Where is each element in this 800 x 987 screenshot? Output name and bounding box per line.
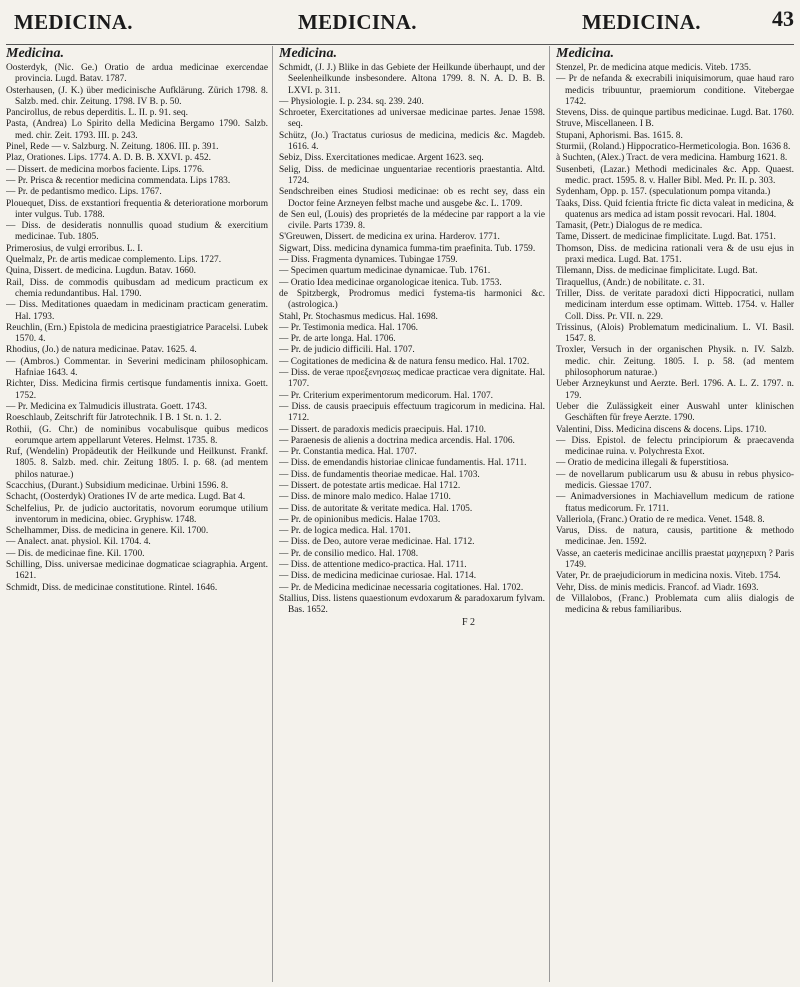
bibliography-entry: — Diss. de autoritate & veritate medica. Hal. 1705. [279,503,473,514]
bibliography-entry: — Pr. de judicio difficili. Hal. 1707. [279,345,415,356]
bibliography-entry: Valentini, Diss. Medicina discens & docens. Lips. 1710. [556,424,767,435]
bibliography-entry: Ueber die Zulässigkeit einer Auswahl unter klinischen Geschäften für freye Aerzte. 1790. [556,401,794,424]
bibliography-entry: Schelhammer, Diss. de medicina in genere. Kil. 1700. [6,526,209,537]
bibliography-entry: Quina, Dissert. de medicina. Lugdun. Batav. 1660. [6,266,196,277]
bibliography-entry: — Diss. de verae πρoεξενησεως medicae practicae vera dignitate. Hal. 1707. [279,368,545,390]
bibliography-entry: Roeschlaub, Zeitschrift für Jatrotechnik. I B. 1 St. n. 1. 2. [6,413,222,424]
bibliography-entry: de Spitzbergk, Prodromus medici fystema-tis harmonici &c. (astrologica.) [279,288,545,311]
bibliography-entry: Valleriola, (Franc.) Oratio de re medica. Venet. 1548. 8. [556,514,765,525]
bibliography-entry: Plouequet, Diss. de exstantiori frequentia & deterioratione morborum inter vulgus. Tub. 1788. [6,198,268,220]
bibliography-entry: Schmidt, Diss. de medicinae constitutione. Rintel. 1646. [6,582,218,593]
running-head-center: MEDICINA. [298,10,417,34]
bibliography-entry: — de novellarum publicarum usu & abusu in rebus physico-medicis. Giessae 1707. [556,469,794,491]
bibliography-entry: Primerosius, de vulgi erroribus. L. I. [6,243,143,254]
bibliography-entry: — Pr. de pedantismo medico. Lips. 1767. [6,187,162,198]
bibliography-entry: — Specimen quartum medicinae dynamicae. Tub. 1761. [279,266,491,277]
bibliography-entry: Stevens, Diss. de quinque partibus medicinae. Lugd. Bat. 1760. [556,108,794,119]
bibliography-entry: — Diss. Epistol. de felectu principiorum & praecavenda medicinae ruina. v. Polychresta Exot. [556,435,794,458]
bibliography-entry: — Pr. de Medicina medicinae necessaria cogitationes. Hal. 1702. [279,582,524,593]
bibliography-entry: Stenzel, Pr. de medicina atque medicis. Viteb. 1735. [556,63,752,73]
bibliography-entry: Reuchlin, (Ern.) Epistola de medicina praestigiatrice Paracelsi. Lubek 1570. 4. [6,322,268,345]
bibliography-entry: Richter, Diss. Medicina firmis certisque fundamentis innixa. Goett. 1752. [6,379,268,401]
bibliography-entry: Sigwart, Diss. medicina dynamica fumma-tim praefinita. Tub. 1759. [279,243,536,254]
bibliography-entry: Pinel, Rede — v. Salzburg. N. Zeitung. 1806. III. p. 391. [6,142,219,153]
bibliography-entry: de Sen eul, (Louis) des proprietés de la médecine par rapport a la vie civile. Parts 1739. 8. [279,209,545,232]
bibliography-entry: — Dissert. de potestate artis medicae. Hal 1712. [279,480,461,491]
bibliography-entry: Tame, Dissert. de medicinae fimplicitate. Lugd. Bat. 1751. [556,232,776,243]
bibliography-entry: Rhodius, (Jo.) de natura medicinae. Patav. 1625. 4. [6,345,197,356]
bibliography-entry: Vehr, Diss. de minis medicis. Francof. ad Viadr. 1693. [556,582,759,593]
bibliography-entry: — Pr. de logica medica. Hal. 1701. [279,526,411,537]
bibliography-entry: Plaz, Orationes. Lips. 1774. A. D. B. B. XXVI. p. 452. [6,153,211,164]
bibliography-entry: — Pr. Testimonia medica. Hal. 1706. [279,322,418,333]
bibliography-entry: — Cogitationes de medicina & de natura fensu medico. Hal. 1702. [279,356,530,367]
bibliography-entry: Varus, Diss. de natura, causis, partitione & methodo medicinae. Jen. 1592. [556,526,794,548]
bibliography-entry: — Dissert. de medicina morbos faciente. Lips. 1776. [6,164,205,175]
bibliography-entry: Tiraquellus, (Andr.) de nobilitate. c. 31. [556,277,705,288]
bibliography-entry: — (Ambros.) Commentar. in Severini medicinam philosophicam. Hafniae 1643. 4. [6,356,268,379]
bibliography-entry: — Pr. Constantia medica. Hal. 1707. [279,447,417,458]
bibliography-entry: — Oratio de medicina illegali & fuperstitiosa. [556,458,729,469]
bibliography-entry: Tamasit, (Petr.) Dialogus de re medica. [556,221,703,232]
bibliography-entry: Osterhausen, (J. K.) über medicinische Aufklärung. Zürich 1798. 8. Salzb. med. chir. Zeitung. 1798. IV B. p. 50. [6,85,268,107]
bibliography-entry: Ruf, (Wendelin) Propädeutik der Heilkunde und Heilkunst. Frankf. 1805. 8. Salzb. med. chir. Zeitung 1805. I. p. 68. (ad mentem philos naturae.) [6,447,268,480]
running-head-right: MEDICINA. [582,10,701,34]
bibliography-entry: à Suchten, (Alex.) Tract. de vera medicina. Hamburg 1621. 8. [556,153,788,164]
bibliography-entry: Selig, Diss. de medicinae unguentariae recentioris praestantia. Altd. 1724. [279,164,545,186]
bibliography-entry: Triller, Diss. de veritate paradoxi dicti Hippocratici, nullam medicinam interdum esse optimam. Witteb. 1754. v. Haller Coll. Diss. Pr. VII. n. 229. [556,288,794,322]
bibliography-entry: S'Greuwen, Dissert. de medicina ex urina. Harderov. 1771. [279,232,500,243]
bibliography-entry: — Diss. de emendandis historiae clinicae fundamentis. Hal. 1711. [279,458,527,469]
bibliography-entry: Pasta, (Andrea) Lo Spirito della Medicina Bergamo 1790. Salzb. med. chir. Zeit. 1793. III. p. 243. [6,119,268,141]
bibliography-entry: Oosterdyk, (Nic. Ge.) Oratio de ardua medicinae exercendae provincia. Lugd. Batav. 1787. [6,63,268,85]
bibliography-entry: — Dissert. de paradoxis medicis praecipuis. Hal. 1710. [279,424,486,435]
column-2 [279,46,550,982]
bibliography-entry: — Diss. de minore malo medico. Halae 1710. [279,492,451,503]
bibliography-entry: — Diss. Meditationes quaedam in medicinam practicam generatim. Hal. 1793. [6,300,268,322]
bibliography-entry: — Diss. de medicina medicinae curiosae. Hal. 1714. [279,571,477,582]
bibliography-entry: Schmidt, (J. J.) Blike in das Gebiete der Heilkunde überhaupt, und der Seelenheilkunde insbesondere. Altona 1799. 8. N. A. D. B. B. LXVI. p. 311. [279,63,545,96]
bibliography-entry: — Dis. de medicinae fine. Kil. 1700. [6,548,145,559]
bibliography-entry: — Diss. de attentione medico-practica. Hal. 1711. [279,560,467,571]
bibliography-entry: de Villalobos, (Franc.) Problemata cum aliis dialogis de medicina & rebus familiaribus. [556,593,794,616]
running-head-left: MEDICINA. [14,10,133,34]
column-heading: Medicina. [279,46,337,61]
bibliography-entry: Vasse, an caeteris medicinae ancillis praestat μαχηεpιxη ? Paris 1749. [556,548,794,571]
bibliography-entry: — Diss. de causis praecipuis effectuum tragicorum in medicina. Hal. 1712. [279,401,545,424]
bibliography-entry: Sydenham, Opp. p. 157. (speculationum pompa vitanda.) [556,187,771,198]
bibliography-entry: — Paraenesis de alienis a doctrina medica arcendis. Hal. 1706. [279,435,515,446]
bibliography-entry: Struve, Miscellaneen. I B. [556,119,654,130]
bibliography-entry: Schilling, Diss. universae medicinae dogmaticae sciagraphia. Argent. 1621. [6,560,268,582]
bibliography-entry: — Pr de nefanda & execrabili iniquisimorum, quae haud raro medicis tribuuntur, praemiorum conditione. Vitebergae 1742. [556,74,794,107]
bibliography-entry: — Pr. Medicina ex Talmudicis illustrata. Goett. 1743. [6,401,207,412]
bibliography-entry: Sendschreiben eines Studiosi medicinae: ob es recht sey, dass ein Doctor feine Arzneyen felbst mache und ausgebe &c. L. 1709. [279,187,545,209]
bibliography-entry: — Analect. anat. physiol. Kil. 1704. 4. [6,537,151,548]
bibliography-entry: — Diss. de desideratis nonnullis quoad studium & exercitium medicinae. Tub. 1805. [6,221,268,243]
bibliography-entry: Sebiz, Diss. Exercitationes medicae. Argent 1623. seq. [279,153,484,164]
column-1 [6,46,273,982]
bibliography-entry: Ueber Arzneykunst und Aerzte. Berl. 1796. A. L. Z. 1797. n. 179. [556,379,794,401]
bibliography-entry: Sturmii, (Roland.) Hippocratico-Hermeticologia. Bon. 1636 8. [556,142,791,153]
bibliography-entry: Scacchius, (Durant.) Subsidium medicinae. Urbini 1596. 8. [6,480,229,491]
bibliography-entry: Stupani, Aphorismi. Bas. 1615. 8. [556,130,683,141]
column-heading: Medicina. [556,46,614,61]
bibliography-entry: Stahl, Pr. Stochasmus medicus. Hal. 1698. [279,311,438,322]
bibliography-entry: Pancirollus, de rebus deperditis. L. II. p. 91. seq. [6,108,188,119]
bibliography-entry: Susenbeti, (Lazar.) Methodi medicinales &c. App. Quaest. medic. pract. 1595. 8. v. Haller Bibl. Med. Pr. II. p. 303. [556,164,794,186]
bibliography-entry: Schacht, (Oosterdyk) Orationes IV de arte medica. Lugd. Bat 4. [6,492,246,503]
bibliography-entry: Rail, Diss. de commodis quibusdam ad medicum practicum ex chemia redundantibus. Hal. 1790. [6,277,268,299]
bibliography-entry: — Diss. Fragmenta dynamices. Tubingae 1759. [279,255,458,266]
bibliography-entry: Vater, Pr. de praejudiciorum in medicina noxis. Viteb. 1754. [556,571,781,582]
column-heading: Medicina. [6,46,64,61]
bibliography-entry: Schelfelius, Pr. de judicio auctoritatis, novorum eorumque utilium inventorum in medicina, obiec. Gryphisw. 1748. [6,503,268,525]
bibliography-entry: Thomson, Diss. de medicina rationali vera & de usu ejus in praxi medica. Lugd. Bat. 1751. [556,243,794,266]
bibliography-entry: — Pr. Prisca & recentior medicina commendata. Lips 1783. [6,175,231,186]
signature-mark: F 2 [461,616,475,628]
bibliography-entry: — Pr. de arte longa. Hal. 1706. [279,334,396,345]
bibliography-entry: — Diss. de Deo, autore verae medicinae. Hal. 1712. [279,537,475,548]
bibliography-entry: Taaks, Diss. Quid fcientia ftricte fic dicta valeat in medicina, & quatenus ars medica ad istam possit revocari. Hal. 1804. [556,198,794,220]
page-number: 43 [772,6,794,31]
bibliography-entry: Stallius, Diss. listens quaestionum evdoxarum & paradoxarum fylvam. Bas. 1652. [279,593,545,616]
bibliography-entry: — Pr. de opinionibus medicis. Halae 1703. [279,514,441,525]
bibliography-entry: Trissinus, (Alois) Problematum medicinalium. L. VI. Basil. 1547. 8. [556,322,794,345]
bibliography-entry: Tilemann, Diss. de medicinae fimplicitate. Lugd. Bat. [556,266,758,277]
bibliography-entry: — Physiologie. I. p. 234. sq. 239. 240. [279,96,424,107]
bibliography-entry: — Pr. de consilio medico. Hal. 1708. [279,548,419,559]
bibliography-entry: — Oratio Idea medicinae organologicae itenica. Tub. 1753. [279,277,502,288]
bibliography-entry: Schroeter, Exercitationes ad universae medicinae partes. Jenae 1598. seq. [279,108,545,130]
bibliography-entry: Quelmalz, Pr. de artis medicae complemento. Lips. 1727. [6,255,222,266]
bibliography-entry: Schütz, (Jo.) Tractatus curiosus de medicina, medicis &c. Magdeb. 1616. 4. [279,130,545,153]
bibliography-entry: Troxler, Versuch in der organischen Physik. n. IV. Salzb. medic. chir. Zeitung. 1805. I. p. 58. (ad mentem philosophorum naturae.) [556,345,794,379]
bibliography-entry: — Diss. de fundamentis theoriae medicae. Hal. 1703. [279,469,480,480]
running-head [6,4,794,45]
bibliography-entry: Rothii, (G. Chr.) de nominibus vocabulisque quibus medicos eorumque artem appellarunt Veteres. Helmst. 1735. 8. [6,424,268,446]
bibliography-entry: — Pr. Criterium experimentorum medicorum. Hal. 1707. [279,390,494,401]
column-3 [556,46,794,982]
bibliography-entry: — Animadversiones in Machiavellum medicum de ratione ftatus medicorum. Fr. 1711. [556,492,794,514]
